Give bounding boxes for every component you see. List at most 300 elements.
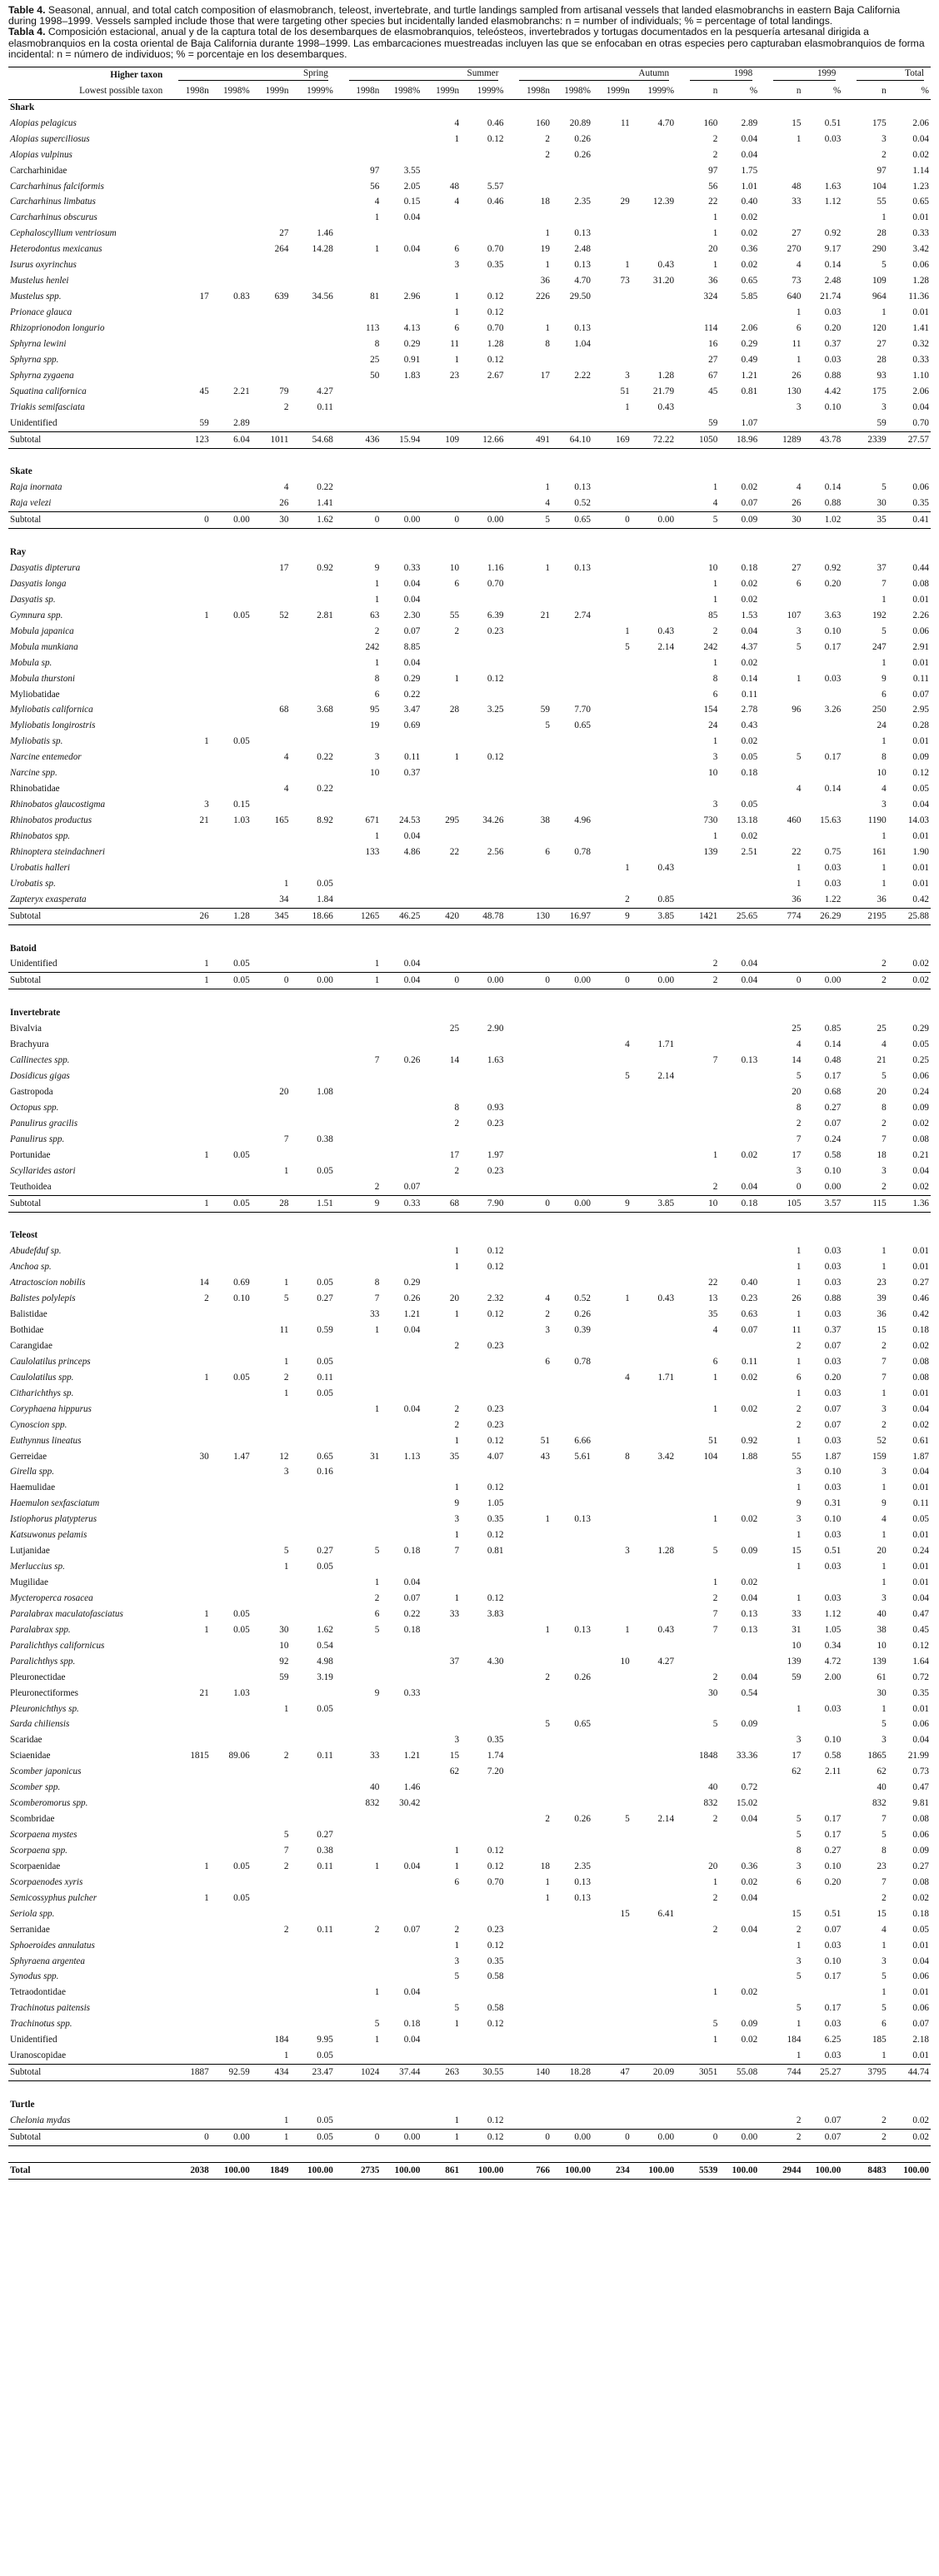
table-cell [422, 226, 461, 242]
table-cell [802, 1575, 842, 1591]
table-cell: 9.17 [824, 244, 842, 255]
table-cell [512, 1654, 552, 1670]
table-cell [172, 1670, 211, 1686]
table-cell: 2 [712, 1181, 718, 1192]
table-cell [290, 1496, 334, 1512]
table-cell [211, 1780, 252, 1796]
taxon-name: Mobula japanica [10, 625, 74, 636]
table-cell [683, 1827, 720, 1843]
table-row [8, 781, 931, 797]
table-cell: 0.13 [574, 1624, 591, 1635]
table-cell [342, 1717, 382, 1733]
table-cell [552, 1100, 592, 1116]
table-cell [290, 576, 334, 592]
table-cell [552, 1163, 592, 1179]
table-cell: 2 [545, 1672, 550, 1682]
table-cell [252, 321, 291, 336]
table-cell: 36 [792, 894, 802, 904]
table-cell: 2.74 [574, 610, 591, 620]
table-cell [381, 273, 422, 289]
taxon-name: Carcharhinus falciformis [10, 181, 104, 192]
table-cell [252, 1069, 291, 1084]
table-cell [381, 1638, 422, 1654]
table-cell [172, 1702, 211, 1717]
table-cell [632, 2048, 676, 2064]
table-cell [342, 1259, 382, 1275]
table-cell: 1190 [867, 815, 887, 826]
table-row [8, 195, 931, 211]
table-cell [552, 781, 592, 797]
table-cell: 3 [796, 625, 802, 636]
table-cell [422, 718, 461, 734]
table-cell [342, 1654, 382, 1670]
table-cell: 4.27 [657, 1656, 675, 1667]
table-cell: 1 [796, 2019, 802, 2030]
table-cell: 2 [796, 1419, 802, 1430]
taxon-name: Scorpaena spp. [10, 1845, 67, 1856]
table-cell [592, 1702, 632, 1717]
table-cell [290, 1338, 334, 1354]
table-cell [461, 592, 505, 608]
table-cell [290, 416, 334, 431]
table-cell [802, 1796, 842, 1811]
table-cell: 1024 [342, 2065, 382, 2081]
table-cell [632, 352, 676, 368]
table-cell [632, 1496, 676, 1512]
table-cell: 48 [449, 181, 460, 192]
table-cell [211, 1559, 252, 1575]
table-cell: 0.12 [912, 1640, 929, 1651]
table-cell: 0.02 [741, 1403, 758, 1414]
table-row [8, 1686, 931, 1702]
table-cell: 1 [882, 2050, 887, 2061]
table-cell [172, 132, 211, 147]
table-cell: 0.70 [487, 1876, 504, 1887]
taxon-name: Uranoscopidae [10, 2050, 67, 2061]
table-cell [211, 1132, 252, 1148]
table-cell: 18.66 [290, 908, 334, 924]
table-cell: 3.68 [317, 705, 333, 715]
header-lowest-taxon: Lowest possible taxon [8, 83, 164, 99]
table-cell [512, 1732, 552, 1748]
table-cell [461, 655, 505, 671]
table-cell: 5 [374, 1624, 380, 1635]
header-sub: 1999% [632, 83, 676, 99]
table-cell [211, 1954, 252, 1970]
table-cell: 1 [796, 1262, 802, 1273]
table-cell: 0.05 [233, 1861, 250, 1871]
table-cell [422, 1037, 461, 1053]
table-cell: 0.07 [802, 2129, 842, 2145]
table-cell [422, 829, 461, 845]
table-cell: 6 [454, 244, 460, 255]
table-cell: 0.52 [574, 1293, 591, 1304]
table-cell: 0.05 [233, 1372, 250, 1383]
table-row [8, 384, 931, 400]
table-cell [512, 1496, 552, 1512]
table-cell: 0.04 [912, 1592, 929, 1603]
taxon-name: Mobula sp. [10, 657, 52, 668]
table-cell [461, 147, 505, 163]
table-cell: 1 [283, 2050, 289, 2061]
table-cell: 14 [199, 1278, 209, 1288]
table-cell: 0.10 [824, 1956, 842, 1966]
table-cell: 2.14 [657, 1814, 675, 1825]
table-cell: 0.05 [233, 959, 250, 969]
table-cell: 4.70 [657, 117, 675, 128]
table-cell: 0.85 [824, 1024, 842, 1034]
taxon-name: Semicossyphus pulcher [10, 1892, 97, 1903]
table-cell [592, 608, 632, 624]
table-cell: 5 [454, 1971, 460, 1982]
table-cell: 46.25 [381, 908, 422, 924]
table-cell [512, 640, 552, 655]
table-cell: 4.86 [403, 846, 421, 857]
table-cell [172, 592, 211, 608]
table-cell: 0.12 [487, 2019, 504, 2030]
table-cell: 0.15 [233, 800, 250, 810]
table-cell: 0.42 [912, 1309, 929, 1320]
table-cell: 3 [545, 1325, 550, 1336]
table-cell: 33 [370, 1309, 380, 1320]
table-cell [211, 1654, 252, 1670]
table-cell: 0.02 [741, 2035, 758, 2045]
table-cell: 1 [454, 1530, 460, 1541]
table-cell: 13 [708, 1293, 718, 1304]
table-cell [381, 2048, 422, 2064]
table-cell [632, 1243, 676, 1259]
table-cell: 15.94 [381, 431, 422, 448]
table-cell: 28 [449, 705, 460, 715]
table-cell [172, 147, 211, 163]
table-cell [211, 1084, 252, 1100]
header-1999: 1999 [767, 67, 842, 83]
table-cell [252, 1811, 291, 1827]
table-cell [211, 273, 252, 289]
table-cell [461, 876, 505, 892]
table-cell [342, 226, 382, 242]
table-cell: 1.05 [487, 1498, 504, 1509]
table-cell: 0.02 [741, 212, 758, 223]
table-cell: 1 [625, 1293, 630, 1304]
table-cell [342, 1465, 382, 1481]
table-cell [767, 1780, 803, 1796]
table-cell [252, 147, 291, 163]
table-cell: 1 [545, 322, 550, 333]
table-cell [290, 1037, 334, 1053]
page [8, 0, 931, 2180]
table-cell: 270 [787, 244, 802, 255]
subtotal-row [8, 1195, 931, 1212]
table-cell: 0.21 [912, 1149, 929, 1160]
table-cell [422, 1132, 461, 1148]
table-row [8, 829, 931, 845]
table-cell: 0.06 [912, 1971, 929, 1982]
table-cell [290, 845, 334, 860]
table-cell [290, 1053, 334, 1069]
table-cell: 0.26 [574, 133, 591, 144]
table-cell [461, 2032, 505, 2048]
table-cell: 68 [279, 705, 289, 715]
table-cell: 0.03 [824, 1592, 842, 1603]
table-cell: 5 [512, 512, 552, 529]
header-sub: % [888, 83, 931, 99]
table-cell: 639 [274, 291, 289, 302]
table-cell [172, 1402, 211, 1418]
table-cell: 1 [454, 1592, 460, 1603]
table-cell [172, 576, 211, 592]
table-cell: 0.43 [741, 720, 758, 731]
table-row [8, 321, 931, 336]
table-cell: 1 [172, 1195, 211, 1212]
table-cell: 1815 [190, 1751, 209, 1761]
table-cell [252, 1433, 291, 1449]
table-cell [252, 1954, 291, 1970]
table-cell [290, 1732, 334, 1748]
table-cell [512, 1748, 552, 1764]
header-row-subcolumns [8, 83, 931, 99]
table-cell: 2 [545, 1814, 550, 1825]
section-row [8, 2097, 931, 2113]
table-cell: 1.64 [912, 1656, 929, 1667]
table-cell: 36 [540, 276, 550, 286]
table-cell [683, 2048, 720, 2064]
table-cell: 1 [882, 1562, 887, 1572]
table-cell: 27.57 [888, 431, 931, 448]
table-cell [290, 1875, 334, 1891]
table-cell [290, 640, 334, 655]
taxon-name: Callinectes spp. [10, 1055, 70, 1066]
table-cell: 0.22 [317, 752, 333, 763]
table-cell [683, 1100, 720, 1116]
table-cell: 3 [882, 1403, 887, 1414]
table-cell: 0.02 [912, 959, 929, 969]
table-cell [172, 2016, 211, 2032]
table-cell: 3051 [683, 2065, 720, 2081]
table-cell [422, 734, 461, 750]
table-cell [381, 892, 422, 908]
table-cell: 37 [449, 1656, 460, 1667]
table-cell: 133 [365, 846, 380, 857]
table-cell: 0.05 [211, 973, 252, 989]
table-cell: 0.04 [912, 1403, 929, 1414]
table-cell [512, 734, 552, 750]
table-cell: 0.01 [912, 1703, 929, 1714]
table-cell: 4 [625, 1039, 630, 1050]
table-cell [592, 813, 632, 829]
table-cell [211, 242, 252, 257]
table-cell: 5 [882, 260, 887, 271]
table-cell [342, 1116, 382, 1132]
table-cell: 0.13 [741, 1608, 758, 1619]
table-cell [632, 561, 676, 576]
table-cell: 3 [625, 1546, 630, 1557]
table-cell: 1 [454, 2115, 460, 2125]
table-cell [802, 1780, 842, 1796]
table-cell [381, 1954, 422, 1970]
table-cell: 263 [422, 2065, 461, 2081]
table-cell: 0.07 [824, 2115, 842, 2125]
table-cell: 59 [877, 417, 887, 428]
table-cell: 1.63 [824, 181, 842, 192]
table-cell [632, 1591, 676, 1607]
table-cell [592, 1496, 632, 1512]
table-cell [342, 1970, 382, 1986]
taxon-name: Abudefduf sp. [10, 1246, 62, 1257]
subtotal-row [8, 2065, 931, 2081]
table-cell: 0.91 [403, 354, 421, 365]
table-row [8, 163, 931, 179]
table-cell: 48 [792, 181, 802, 192]
table-cell [512, 797, 552, 813]
table-cell: 0.12 [487, 354, 504, 365]
table-cell [211, 1938, 252, 1954]
table-cell [632, 336, 676, 352]
table-cell [172, 1433, 211, 1449]
table-cell [461, 273, 505, 289]
table-cell: 40 [370, 1782, 380, 1793]
table-cell: 0.65 [741, 276, 758, 286]
table-cell [381, 496, 422, 511]
table-cell [802, 592, 842, 608]
table-cell: 0.03 [824, 673, 842, 684]
table-cell [172, 1037, 211, 1053]
table-cell: 7 [374, 1293, 380, 1304]
table-row [8, 2113, 931, 2129]
table-cell [512, 1796, 552, 1811]
table-cell [592, 210, 632, 226]
table-cell: 0.04 [741, 1892, 758, 1903]
table-cell: 0.04 [741, 1814, 758, 1825]
table-cell: 3 [882, 800, 887, 810]
table-cell: 0.18 [403, 1546, 421, 1557]
table-cell: 1289 [767, 431, 803, 448]
table-cell: 15.63 [820, 815, 842, 826]
table-cell [552, 2016, 592, 2032]
table-cell: 0.46 [487, 197, 504, 207]
table-cell [552, 1132, 592, 1148]
table-cell [461, 829, 505, 845]
table-cell: 1.10 [912, 370, 929, 381]
table-cell: 15 [792, 1908, 802, 1919]
table-cell: 6.41 [657, 1908, 675, 1919]
table-cell [172, 1338, 211, 1354]
table-cell [802, 765, 842, 781]
table-cell: 0.01 [912, 1562, 929, 1572]
table-cell: 0.24 [912, 1546, 929, 1557]
table-cell [719, 1338, 759, 1354]
table-cell [552, 1370, 592, 1386]
table-cell: 0.04 [912, 133, 929, 144]
table-cell: 0.81 [741, 386, 758, 396]
table-cell: 5 [454, 2003, 460, 2014]
table-cell [342, 1702, 382, 1717]
table-cell: 5 [283, 1830, 289, 1841]
table-cell: 1.41 [912, 322, 929, 333]
table-cell: 2 [545, 1309, 550, 1320]
table-cell: 0.04 [912, 800, 929, 810]
table-cell: 264 [274, 244, 289, 255]
table-cell [381, 1559, 422, 1575]
table-cell [683, 305, 720, 321]
table-row [8, 860, 931, 876]
table-cell [512, 2113, 552, 2129]
taxon-name: Rhizoprionodon longurio [10, 322, 105, 333]
table-cell [719, 1021, 759, 1037]
table-cell: 0.08 [912, 1876, 929, 1887]
table-cell [632, 1891, 676, 1906]
table-cell [342, 1370, 382, 1386]
taxon-name: Alopias vulpinus [10, 149, 72, 160]
table-cell [632, 1179, 676, 1195]
table-cell [592, 321, 632, 336]
table-cell: 1 [204, 610, 209, 620]
table-cell [632, 1780, 676, 1796]
table-cell: 1 [204, 736, 209, 747]
table-cell [512, 1084, 552, 1100]
table-row [8, 797, 931, 813]
table-cell [252, 829, 291, 845]
table-cell: 0.07 [824, 1340, 842, 1351]
table-cell [552, 1654, 592, 1670]
table-cell [592, 1116, 632, 1132]
table-cell [422, 860, 461, 876]
table-cell [592, 1307, 632, 1323]
table-cell: 0.04 [381, 973, 422, 989]
table-cell: 0.04 [403, 1325, 421, 1336]
table-cell: 0.35 [912, 498, 929, 509]
table-cell [172, 305, 211, 321]
table-cell [512, 1527, 552, 1543]
taxon-name: Paralichthys spp. [10, 1656, 76, 1667]
table-cell: 0.01 [912, 878, 929, 889]
table-cell: 0.02 [888, 973, 931, 989]
table-cell [381, 1811, 422, 1827]
table-cell: 3.63 [824, 610, 842, 620]
table-cell [632, 1922, 676, 1938]
table-cell [172, 1323, 211, 1338]
table-cell [512, 1402, 552, 1418]
table-cell [252, 1906, 291, 1922]
table-cell [592, 1859, 632, 1875]
table-cell: 10 [792, 1640, 802, 1651]
table-cell [592, 163, 632, 179]
table-cell: 0.04 [403, 1987, 421, 1998]
table-cell: 1 [374, 1861, 380, 1871]
table-cell [461, 781, 505, 797]
table-cell: 0.11 [912, 1498, 929, 1509]
table-cell: 0.02 [741, 1514, 758, 1525]
table-cell [632, 416, 676, 431]
table-cell: 1 [283, 1165, 289, 1176]
table-cell: 0.14 [824, 1039, 842, 1050]
table-cell [290, 336, 334, 352]
table-cell: 6 [374, 1608, 380, 1619]
table-cell: 30 [252, 512, 291, 529]
table-body [8, 99, 931, 2179]
table-cell [290, 163, 334, 179]
table-cell [381, 1843, 422, 1859]
table-cell [422, 1275, 461, 1291]
table-cell [252, 352, 291, 368]
table-cell [512, 1843, 552, 1859]
table-cell: 6.25 [824, 2035, 842, 2045]
table-cell: 1.12 [824, 1608, 842, 1619]
table-cell: 1 [374, 1325, 380, 1336]
table-cell: 7.70 [574, 705, 591, 715]
table-cell [461, 797, 505, 813]
table-cell: 0.27 [317, 1293, 333, 1304]
